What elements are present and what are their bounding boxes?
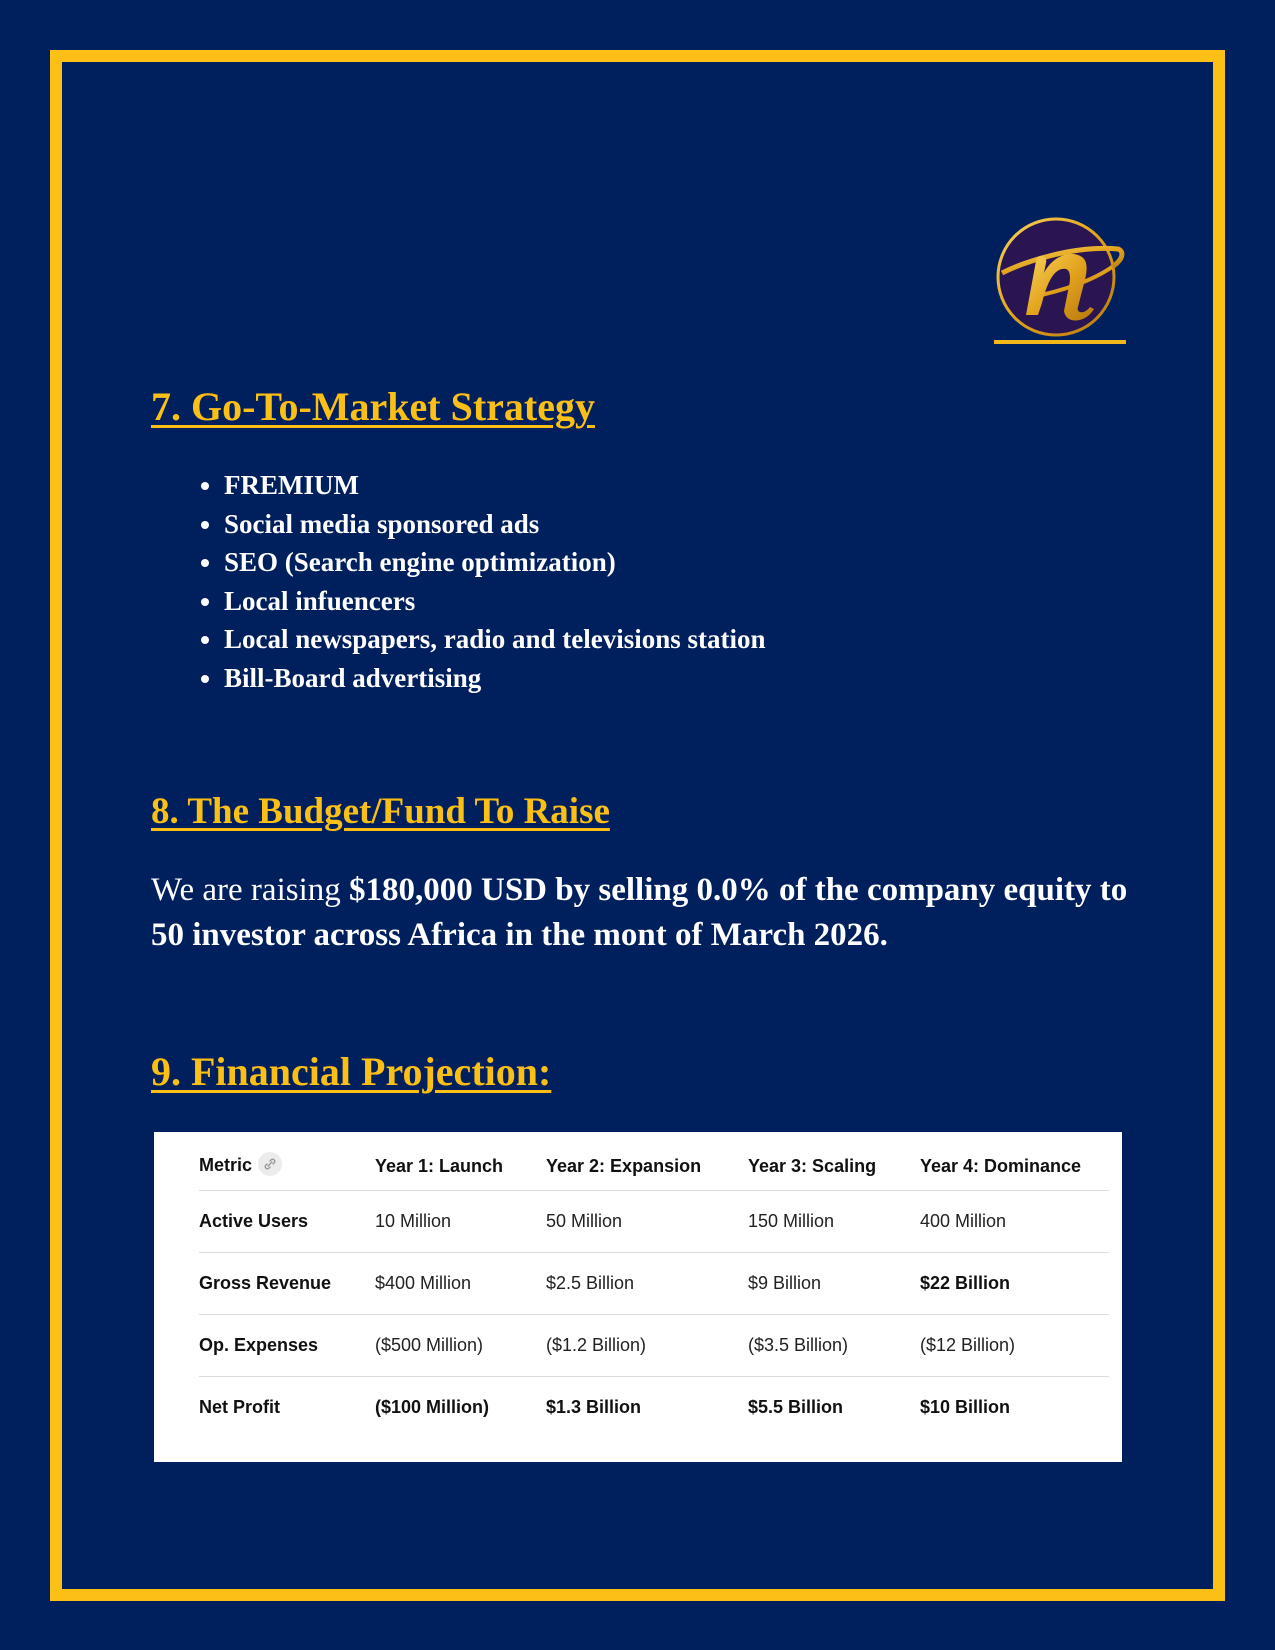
table-cell: $2.5 Billion (546, 1253, 748, 1315)
table-cell: $9 Billion (748, 1253, 920, 1315)
table-cell: $400 Million (375, 1253, 546, 1315)
projection-heading: 9. Financial Projection: (151, 1049, 552, 1094)
list-item: • Bill-Board advertising (224, 659, 766, 698)
budget-paragraph (151, 868, 1131, 958)
table-cell: Gross Revenue (199, 1253, 375, 1315)
list-item: • Social media sponsored ads (224, 505, 766, 544)
gtm-heading: 7. Go-To-Market Strategy (151, 384, 595, 429)
budget-heading: 8. The Budget/Fund To Raise (151, 791, 610, 832)
projection-table (199, 1142, 1109, 1438)
table-row (199, 1253, 1109, 1315)
table-cell: Net Profit (199, 1397, 280, 1417)
list-item: • FREMIUM (224, 466, 766, 505)
list-item: • SEO (Search engine optimization) (224, 543, 766, 582)
header-cell: Metric (199, 1142, 375, 1191)
company-logo-icon (992, 215, 1126, 345)
budget-lead: We are raising (151, 872, 349, 908)
table-cell: ($100 Million) (375, 1397, 490, 1417)
gtm-list (180, 466, 766, 697)
header-cell: Year 4: Dominance (920, 1142, 1109, 1191)
table-cell: Active Users (199, 1191, 375, 1253)
table-cell: 400 Million (920, 1191, 1109, 1253)
table-cell: $5.5 Billion (748, 1397, 844, 1417)
table-cell: ($3.5 Billion) (748, 1315, 920, 1377)
logo-underline (994, 340, 1126, 344)
table-row (199, 1315, 1109, 1377)
table-cell: Op. Expenses (199, 1315, 375, 1377)
table-row (199, 1191, 1109, 1253)
table-cell: ($12 Billion) (920, 1315, 1109, 1377)
table-cell: $22 Billion (920, 1253, 1109, 1315)
header-cell: Year 3: Scaling (748, 1142, 920, 1191)
header-cell: Year 2: Expansion (546, 1142, 748, 1191)
list-item: • Local newspapers, radio and televisions station (224, 620, 766, 659)
list-item: • Local infuencers (224, 582, 766, 621)
table-cell: 50 Million (546, 1191, 748, 1253)
table-cell: ($500 Million) (375, 1315, 546, 1377)
table-cell: 10 Million (375, 1191, 546, 1253)
projection-table-card (154, 1132, 1122, 1462)
header-cell: Year 1: Launch (375, 1142, 546, 1191)
table-cell: $10 Billion (920, 1397, 1011, 1417)
budget-emphasis: $180,000 USD by selling 0.0% of the company equity to 50 investor across Africa in the mont of March 2026. (151, 872, 1128, 953)
table-cell: ($1.2 Billion) (546, 1315, 748, 1377)
table-row (199, 1377, 1109, 1439)
table-cell: 150 Million (748, 1191, 920, 1253)
table-cell: $1.3 Billion (546, 1397, 642, 1417)
table-header-row (199, 1142, 1109, 1191)
link-icon[interactable] (258, 1152, 282, 1176)
